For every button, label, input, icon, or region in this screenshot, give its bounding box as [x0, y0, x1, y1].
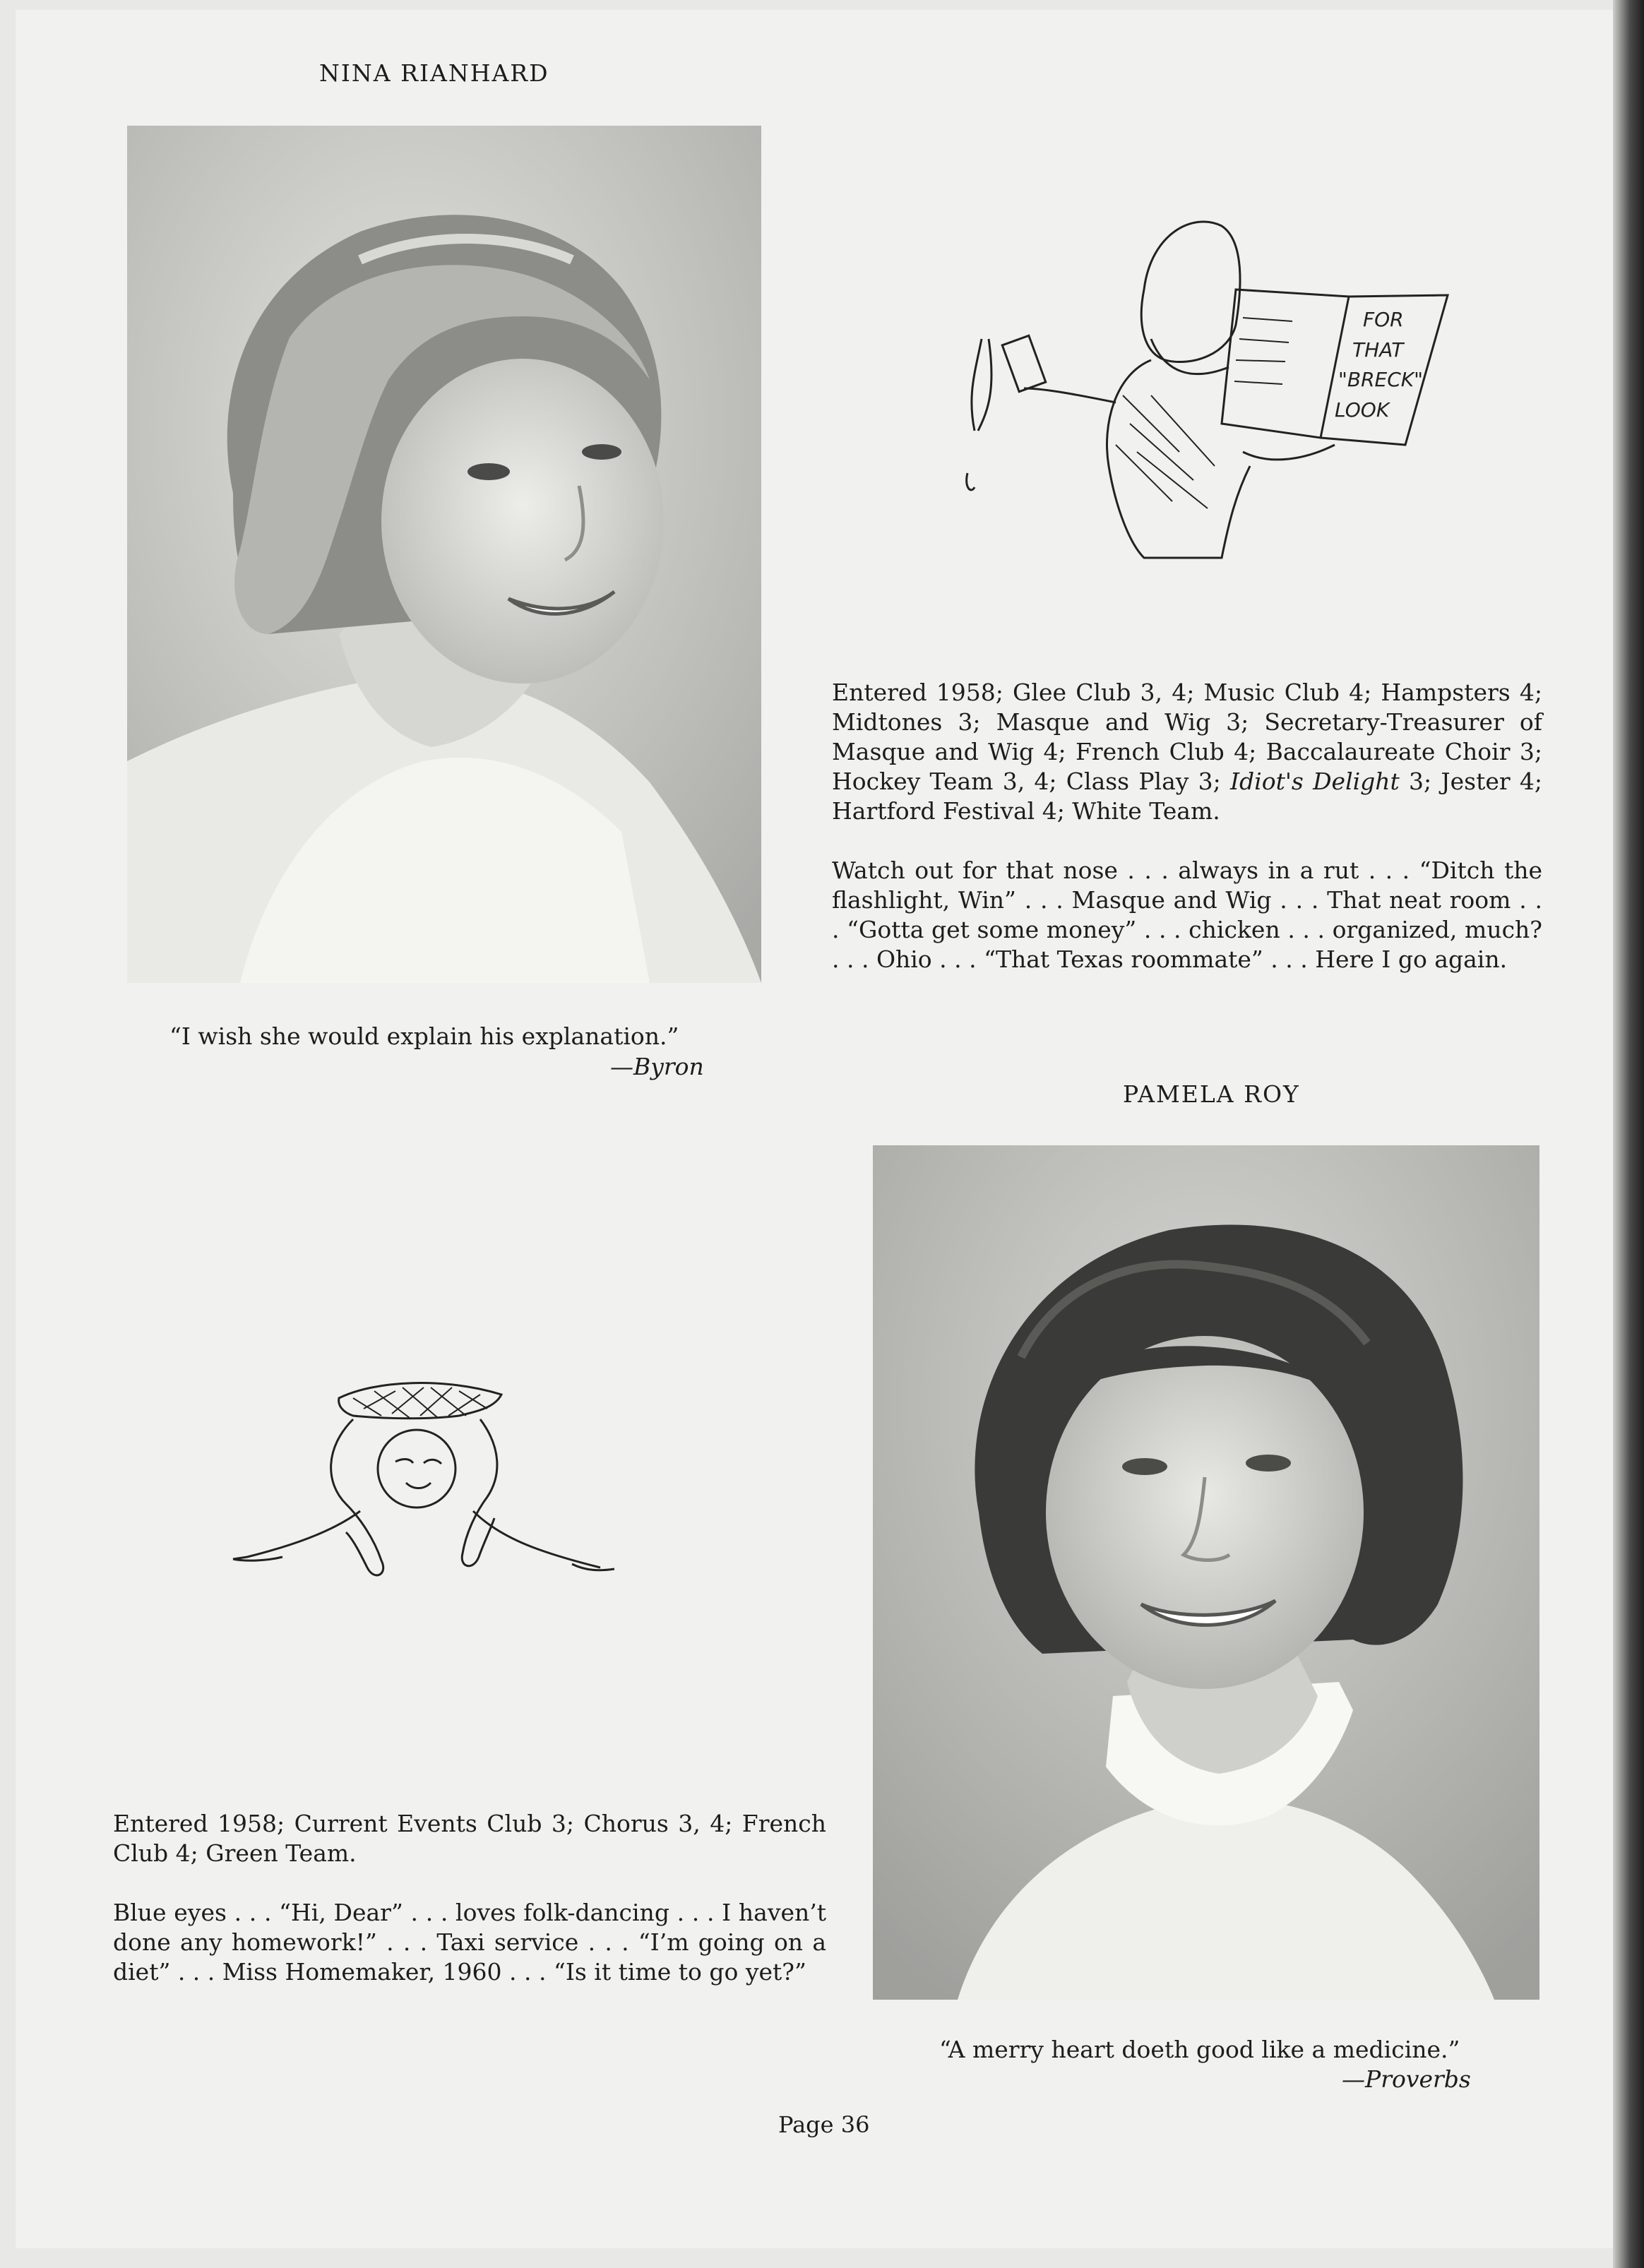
portrait-photo-nina [127, 126, 761, 983]
activities-pamela: Entered 1958; Current Events Club 3; Chorus 3, 4; French Club 4; Green Team. [113, 1810, 826, 1867]
svg-text:"BRECK": "BRECK" [1338, 368, 1424, 391]
quote-nina: “I wish she would explain his explanation.” [169, 1022, 679, 1050]
activities-nina [832, 678, 1542, 826]
student-name-nina: NINA RIANHARD [319, 59, 549, 87]
svg-text:THAT: THAT [1352, 338, 1404, 362]
activities-text-end: 3; Jester 4; Hartford Festival 4; White Team. [832, 768, 1543, 825]
binding-edge [1613, 0, 1644, 2268]
blurb-nina: Watch out for that nose . . . always in a rut . . . “Ditch the flashlight, Win” . . . Masque and Wig . . . That neat room . . . “Gotta get some money” . . . chicken . . . organized, much? . . . Ohio . . . “That Texas roommate” . . . Here I go again. [832, 857, 1542, 973]
page-number: Page 36 [778, 2111, 870, 2138]
cartoon-crawling-child [205, 1370, 629, 1610]
quote-attribution-pamela: —Proverbs [1342, 2065, 1471, 2093]
quote-attribution-nina: —Byron [610, 1053, 704, 1080]
svg-text:LOOK: LOOK [1335, 398, 1390, 422]
activities-text: Entered 1958; Glee Club 3, 4; Music Club 4; Hampsters 4; Midtones 3; Masque and Wig 3; Secretary-Treasurer of Masque and Wig 4; French Club 4; Baccalaureate Choir 3; Hockey Team 3, 4; Class Play 3; [832, 679, 1542, 795]
blurb-pamela: Blue eyes . . . “Hi, Dear” . . . loves folk-dancing . . . I haven’t done any homework!” . . . Taxi service . . . “I’m going on a diet” . . . Miss Homemaker, 1960 . . . “Is it time to go yet?” [113, 1899, 826, 1986]
cartoon-text: FOR [1363, 308, 1404, 331]
activities-block-pamela [113, 1809, 826, 1987]
activities-block-nina [832, 678, 1542, 974]
cartoon-breck-reader [939, 212, 1476, 565]
portrait-photo-pamela [873, 1145, 1539, 2000]
quote-pamela: “A merry heart doeth good like a medicine.” [939, 2036, 1460, 2063]
play-title: Idiot's Delight [1230, 768, 1400, 795]
student-name-pamela: PAMELA ROY [1123, 1080, 1300, 1108]
